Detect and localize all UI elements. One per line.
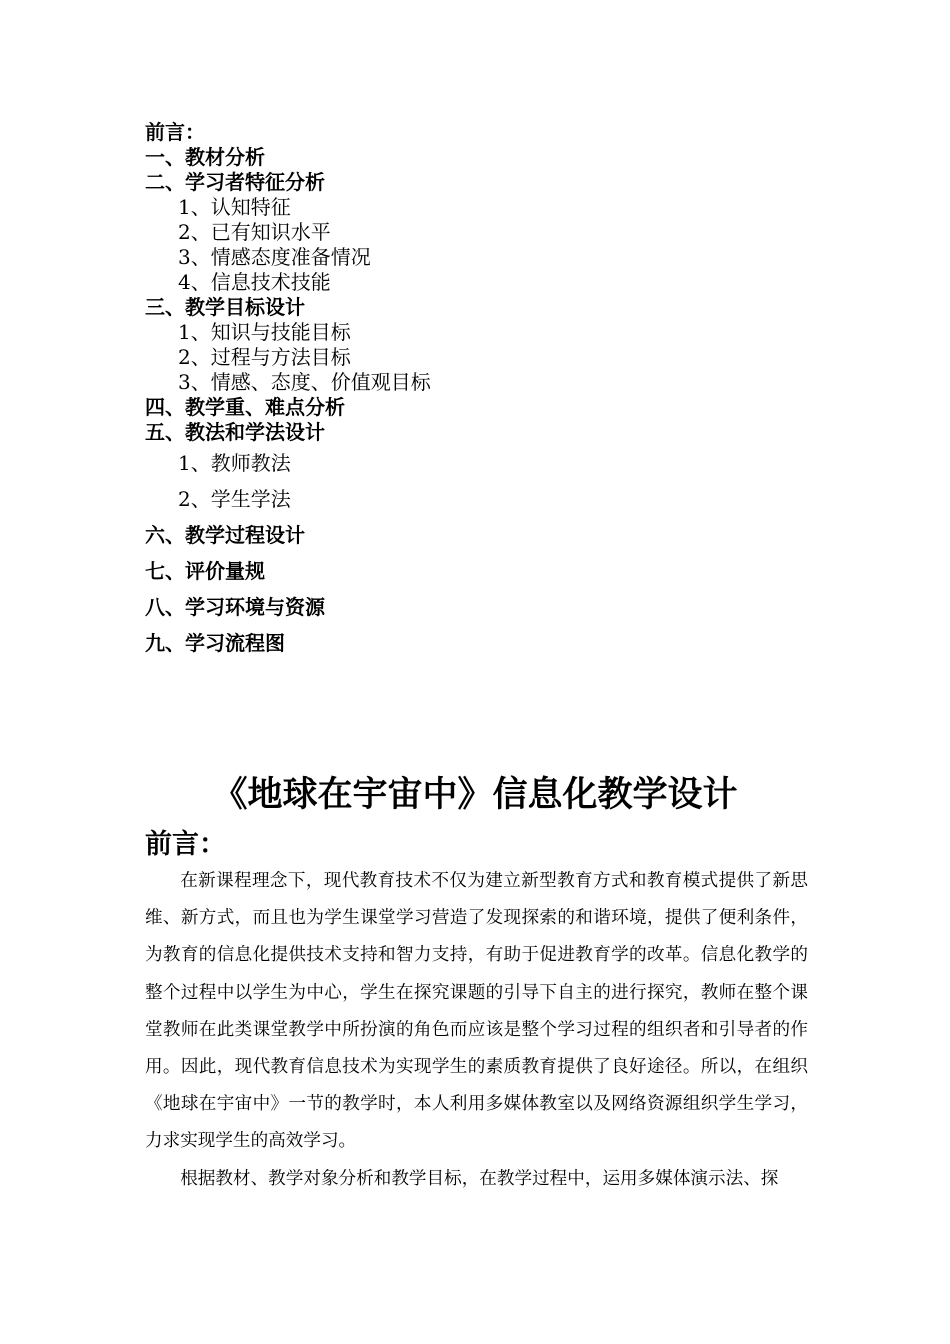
paragraph: 在新课程理念下，现代教育技术不仅为建立新型教育方式和教育模式提供了新思维、新方式，而且也为学生课堂学习营造了发现探索的和谐环境，提供了便利条件，为教育的信息化提供技术支持和智力支持，有助于促进教育学的改革。信息化教学的整个过程中以学生为中心，学生在探究课题的引导下自主的进行探究，教师在整个课堂教师在此类课堂教学中所扮演的角色而应该是整个学习过程的组织者和引导者的作用。因此，现代教育信息技术为实现学生的素质教育提供了良好途径。所以，在组织《地球在宇宙中》一节的教学时，本人利用多媒体教室以及网络资源组织学生学习，力求实现学生的高效学习。 [145,871,808,1152]
toc-item: 九、学习流程图 [145,631,285,655]
paragraph: 根据教材、教学对象分析和教学目标，在教学过程中，运用多媒体演示法、探 [180,1168,779,1189]
toc-item: 二、学习者特征分析 [145,170,325,194]
table-of-contents [145,120,845,661]
toc-subitem: 2、已有知识水平 [178,220,331,244]
preface-heading: 前言： [145,829,226,860]
toc-subitem: 1、知识与技能目标 [178,320,351,344]
preface-body [145,863,808,1198]
toc-item: 八、学习环境与资源 [145,595,325,619]
toc-item: 五、教法和学法设计 [145,420,325,444]
toc-subitem: 1、教师教法 [178,451,291,475]
toc-item: 三、教学目标设计 [145,295,305,319]
toc-item: 四、教学重、难点分析 [145,395,345,419]
toc-item: 六、教学过程设计 [145,523,305,547]
toc-item: 七、评价量规 [145,559,265,583]
toc-subitem: 3、情感、态度、价值观目标 [178,370,431,394]
toc-subitem: 4、信息技术技能 [178,270,331,294]
toc-item: 前言： [145,120,205,144]
toc-subitem: 3、情感态度准备情况 [178,245,371,269]
document-title: 《地球在宇宙中》信息化教学设计 [212,775,738,815]
toc-subitem: 2、学生学法 [178,487,291,511]
toc-subitem: 1、认知特征 [178,195,291,219]
toc-subitem: 2、过程与方法目标 [178,345,351,369]
toc-item: 一、教材分析 [145,145,265,169]
